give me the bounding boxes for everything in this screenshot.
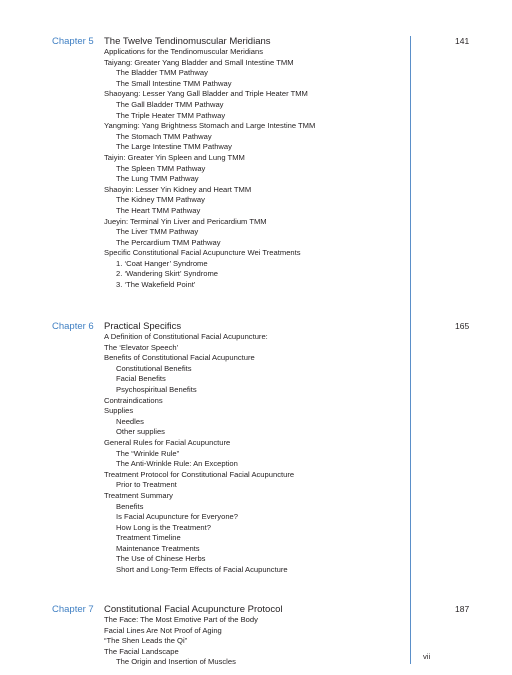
- chapter-title: The Twelve Tendinomuscular Meridians: [104, 36, 271, 47]
- toc-entry: 3. ‘The Wakefield Point’: [116, 280, 196, 290]
- toc-entry: The Use of Chinese Herbs: [116, 554, 206, 564]
- toc-entry: How Long is the Treatment?: [116, 522, 211, 532]
- chapter-page-number: 187: [455, 604, 470, 614]
- toc-entry: The Large Intestine TMM Pathway: [116, 142, 232, 152]
- toc-entry: Short and Long-Term Effects of Facial Acupuncture: [116, 565, 288, 575]
- toc-entry: Applications for the Tendinomuscular Meridians: [104, 47, 263, 56]
- toc-entry: Benefits: [116, 501, 144, 511]
- toc-entry: The Percardium TMM Pathway: [116, 237, 221, 247]
- toc-entry: Is Facial Acupuncture for Everyone?: [116, 512, 238, 522]
- toc-entry: A Definition of Constitutional Facial Acupuncture:: [104, 332, 268, 341]
- toc-entry: Supplies: [104, 406, 134, 416]
- toc-entry: Psychospiritual Benefits: [116, 384, 197, 394]
- chapter-page-number: 141: [455, 36, 470, 46]
- toc-entry: The Small Intestine TMM Pathway: [116, 78, 232, 88]
- toc-entry: Taiyang: Greater Yang Bladder and Small Intestine TMM: [104, 57, 294, 67]
- chapter-title: Practical Specifics: [104, 321, 182, 332]
- toc-entry: Contraindications: [104, 395, 163, 405]
- toc-entry: The “Wrinkle Rule”: [116, 448, 180, 458]
- toc-entry: The Origin and Insertion of Muscles: [116, 657, 236, 667]
- toc-entry: Needles: [116, 416, 144, 426]
- toc-entry: Shaoyin: Lesser Yin Kidney and Heart TMM: [104, 184, 252, 194]
- chapter-entries: [104, 615, 258, 668]
- toc-entry: Facial Lines Are Not Proof of Aging: [104, 625, 222, 635]
- toc-entry: The Liver TMM Pathway: [116, 227, 199, 237]
- toc-entry: Treatment Summary: [104, 490, 173, 500]
- toc-entry: Jueyin: Terminal Yin Liver and Pericardium TMM: [104, 216, 267, 226]
- toc-entry: The Gall Bladder TMM Pathway: [116, 99, 224, 109]
- page-folio: vii: [423, 652, 431, 661]
- toc-entry: Specific Constitutional Facial Acupuncture Wei Treatments: [104, 248, 301, 258]
- chapter-page-number: 165: [455, 321, 470, 331]
- toc-entry: The Kidney TMM Pathway: [116, 195, 205, 205]
- toc-entry: “The Shen Leads the Qi”: [104, 636, 188, 646]
- toc-entry: The Anti-Wrinkle Rule: An Exception: [116, 459, 238, 469]
- chapter-label: Chapter 7: [52, 604, 94, 615]
- toc-entry: General Rules for Facial Acupuncture: [104, 437, 231, 447]
- toc-entry: 2. ‘Wandering Skirt’ Syndrome: [116, 269, 218, 279]
- toc-entry: Yangming: Yang Brightness Stomach and Large Intestine TMM: [104, 121, 316, 131]
- vertical-divider-line: [410, 36, 411, 664]
- toc-entry: Prior to Treatment: [116, 480, 177, 490]
- toc-entry: Maintenance Treatments: [116, 543, 200, 553]
- chapter-entries: [104, 332, 294, 576]
- toc-entry: The Face: The Most Emotive Part of the Body: [104, 615, 258, 624]
- toc-entry: Shaoyang: Lesser Yang Gall Bladder and Triple Heater TMM: [104, 89, 308, 99]
- chapter-label: Chapter 6: [52, 321, 94, 332]
- toc-entry: The Facial Landscape: [104, 646, 179, 656]
- toc-entry: Other supplies: [116, 427, 165, 437]
- toc-entry: The Stomach TMM Pathway: [116, 131, 212, 141]
- toc-entry: 1. ‘Coat Hanger’ Syndrome: [116, 258, 208, 268]
- chapter-label: Chapter 5: [52, 36, 94, 47]
- chapter-title: Constitutional Facial Acupuncture Protocol: [104, 604, 283, 615]
- toc-entry: The Bladder TMM Pathway: [116, 68, 208, 78]
- toc-entry: The Spleen TMM Pathway: [116, 163, 206, 173]
- chapter-entries: [104, 47, 315, 291]
- toc-entry: Taiyin: Greater Yin Spleen and Lung TMM: [104, 152, 245, 162]
- toc-entry: The Lung TMM Pathway: [116, 174, 199, 184]
- toc-entry: The ‘Elevator Speech’: [104, 342, 179, 352]
- toc-entry: Facial Benefits: [116, 374, 166, 384]
- toc-entry: Constitutional Benefits: [116, 363, 192, 373]
- toc-entry: The Triple Heater TMM Pathway: [116, 110, 226, 120]
- toc-entry: Benefits of Constitutional Facial Acupuncture: [104, 353, 255, 363]
- toc-entry: The Heart TMM Pathway: [116, 205, 201, 215]
- toc-entry: Treatment Protocol for Constitutional Facial Acupuncture: [104, 469, 295, 479]
- toc-entry: Treatment Timeline: [116, 533, 181, 543]
